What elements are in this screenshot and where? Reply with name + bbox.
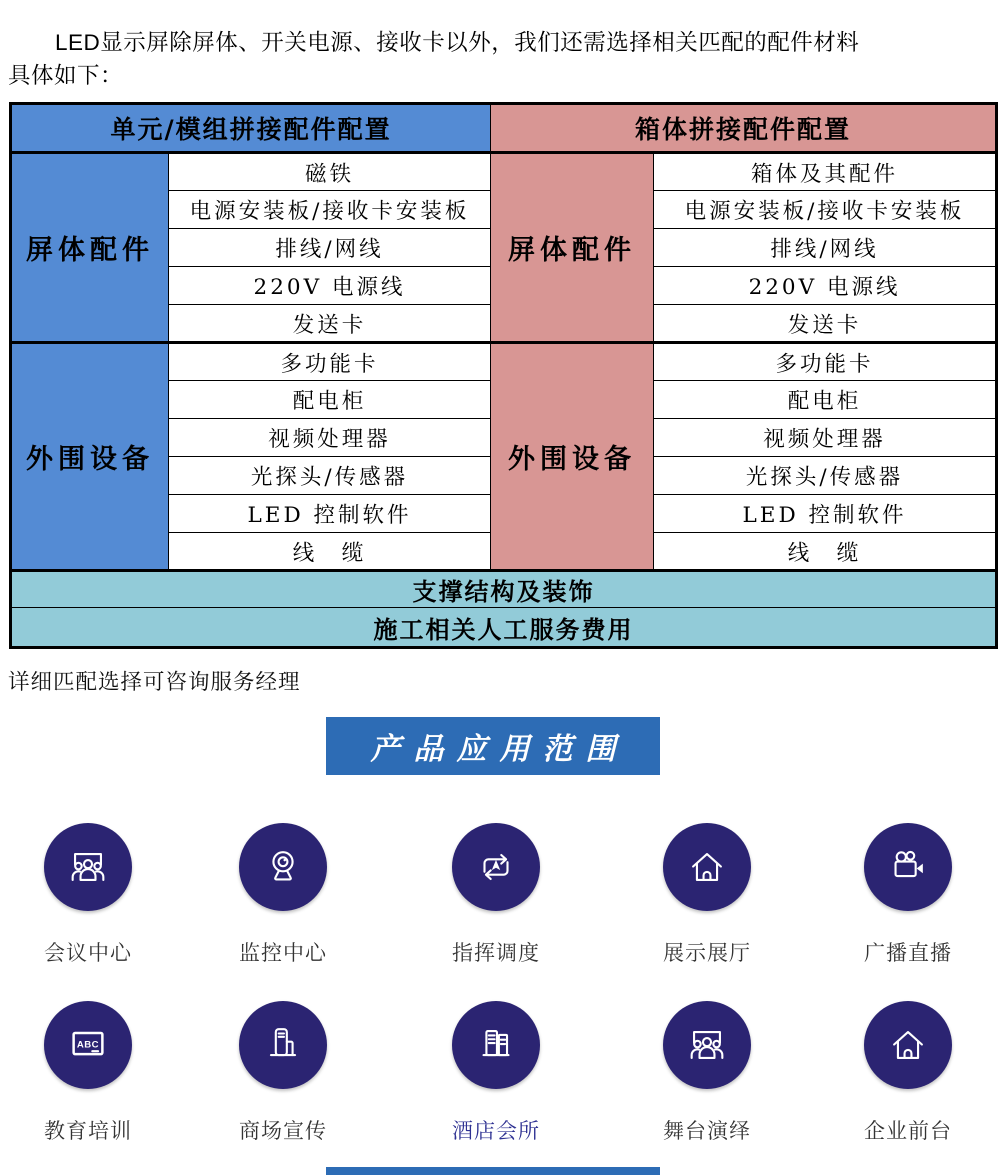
item-cell: 磁铁 [169,153,491,191]
app-item-corporate-front-desk [812,1001,1004,1145]
item-cell: 光探头/传感器 [169,457,491,495]
item-cell: 配电柜 [169,381,491,419]
item-cell: 多功能卡 [169,343,491,381]
svg-text:ABC: ABC [76,1039,100,1051]
app-label: 舞台演绎 [663,1120,751,1143]
loop-arrows-navigation-icon [452,823,540,911]
app-item-hotel-club [390,1001,602,1145]
table-row [11,343,997,381]
webcam-icon [239,823,327,911]
footer-cell-support-structure: 支撑结构及装饰 [11,571,997,608]
app-item-command-dispatch [390,823,602,967]
category-cell-right-screen-accessories: 屏体配件 [491,153,654,343]
item-cell: 发送卡 [654,305,997,343]
item-cell: LED 控制软件 [169,495,491,533]
table-header-row [11,104,997,153]
intro-line-1: LED显示屏除屏体、开关电源、接收卡以外，我们还需选择相关匹配的配件材料 [55,30,860,55]
app-label: 企业前台 [864,1120,952,1143]
item-cell: 线 缆 [654,533,997,571]
hotel-buildings-icon [452,1001,540,1089]
app-label: 酒店会所 [452,1120,540,1143]
application-grid [0,823,1004,1145]
app-label: 监控中心 [239,942,327,965]
item-cell: 电源安装板/接收卡安装板 [169,191,491,229]
item-cell: 220V 电源线 [169,267,491,305]
app-item-meeting-center [0,823,176,967]
mall-building-icon [239,1001,327,1089]
item-cell: 多功能卡 [654,343,997,381]
item-cell: 排线/网线 [654,229,997,267]
app-item-exhibition-hall [602,823,812,967]
audience-screen-icon [44,823,132,911]
app-item-stage-performance [602,1001,812,1145]
app-label: 教育培训 [44,1120,132,1143]
category-cell-right-peripheral-equipment: 外围设备 [491,343,654,571]
item-cell: 发送卡 [169,305,491,343]
app-label: 会议中心 [44,942,132,965]
audience-screen-icon [663,1001,751,1089]
category-cell-left-screen-accessories: 屏体配件 [11,153,169,343]
footer-cell-labor-cost: 施工相关人工服务费用 [11,608,997,648]
house-icon [864,1001,952,1089]
item-cell: 电源安装板/接收卡安装板 [654,191,997,229]
table-header-right: 箱体拼接配件配置 [491,104,997,153]
intro-line-2: 具体如下： [8,63,124,88]
app-item-mall-promotion [176,1001,390,1145]
item-cell: 220V 电源线 [654,267,997,305]
item-cell: LED 控制软件 [654,495,997,533]
app-label: 商场宣传 [239,1120,327,1143]
app-label: 广播直播 [864,942,952,965]
table-row [11,608,997,648]
section-banner-product-applications: 产品应用范围 [326,717,660,775]
table-header-left: 单元/模组拼接配件配置 [11,104,491,153]
video-camera-icon [864,823,952,911]
item-cell: 排线/网线 [169,229,491,267]
item-cell: 视频处理器 [654,419,997,457]
app-label: 展示展厅 [663,942,751,965]
item-cell: 光探头/传感器 [654,457,997,495]
item-cell: 配电柜 [654,381,997,419]
item-cell: 线 缆 [169,533,491,571]
item-cell: 箱体及其配件 [654,153,997,191]
table-row [11,153,997,191]
app-item-broadcast-live [812,823,1004,967]
house-icon [663,823,751,911]
app-item-education-training [0,1001,176,1145]
app-label: 指挥调度 [452,942,540,965]
table-row [11,571,997,608]
blackboard-abc-icon [44,1001,132,1089]
app-item-monitoring-center [176,823,390,967]
accessories-table [9,102,998,649]
item-cell: 视频处理器 [169,419,491,457]
category-cell-left-peripheral-equipment: 外围设备 [11,343,169,571]
intro-paragraph [8,0,996,92]
consult-note: 详细匹配选择可咨询服务经理 [8,670,301,694]
next-section-banner-cutoff [326,1167,660,1175]
